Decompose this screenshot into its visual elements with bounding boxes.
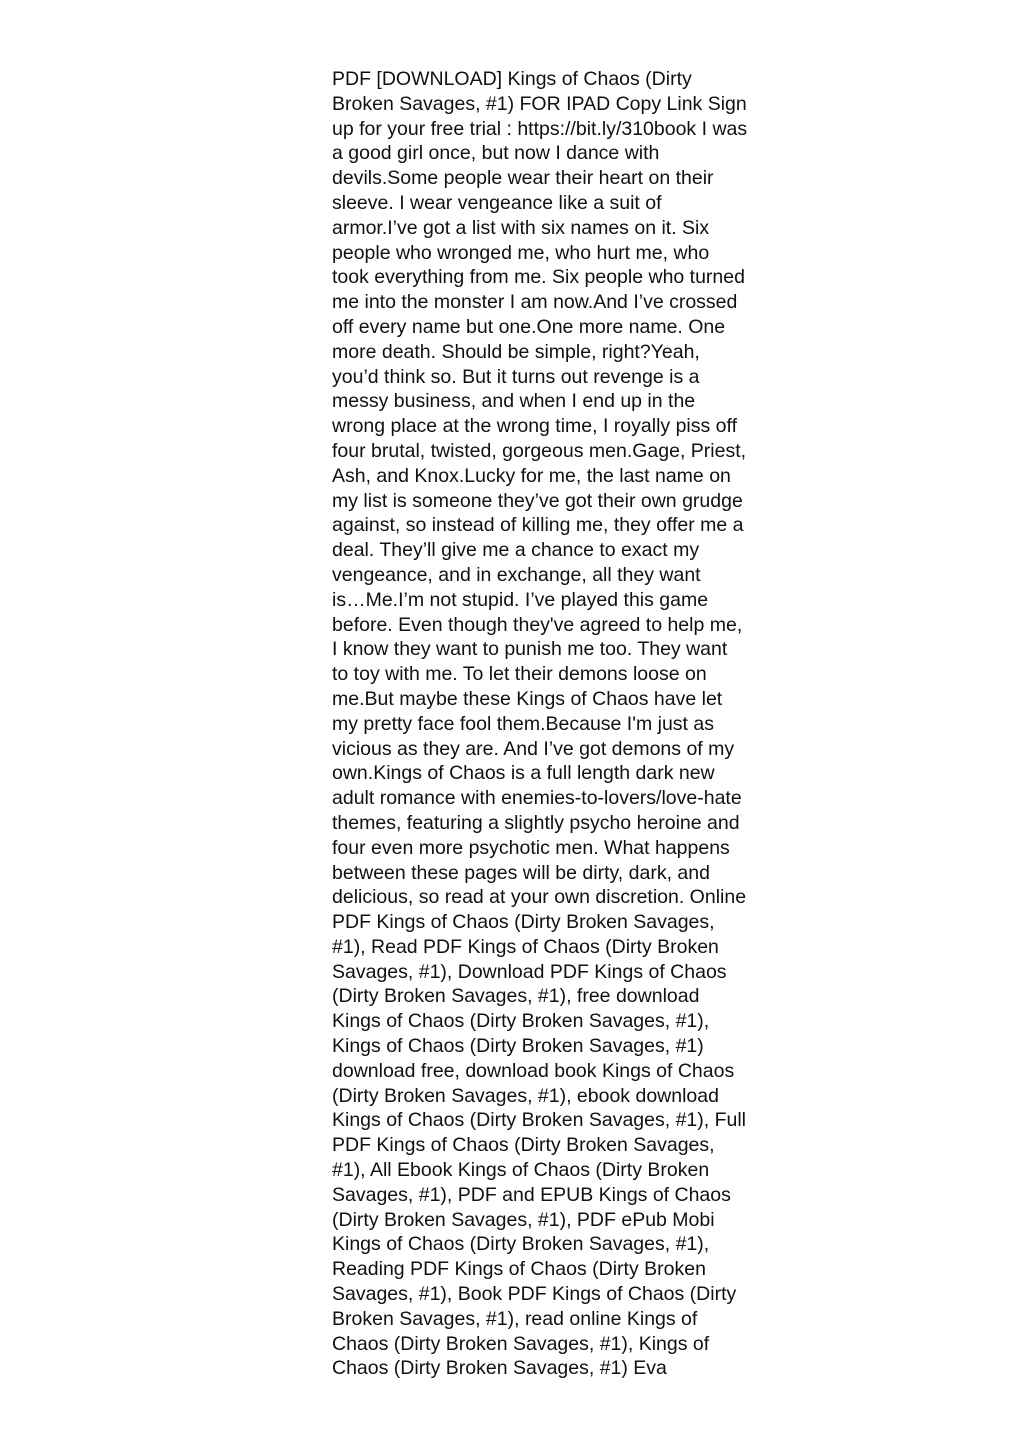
- document-text-line: Kings of Chaos (Dirty Broken Savages, #1),: [332, 1233, 710, 1256]
- document-text-line: took everything from me. Six people who turned: [332, 266, 745, 289]
- document-text-line: more death. Should be simple, right?Yeah,: [332, 340, 700, 363]
- document-text-line: PDF Kings of Chaos (Dirty Broken Savages,: [332, 911, 715, 934]
- document-text-line: people who wronged me, who hurt me, who: [332, 241, 710, 264]
- document-text-line: wrong place at the wrong time, I royally piss off: [332, 415, 737, 438]
- document-text-line: themes, featuring a slightly psycho heroine and: [332, 811, 740, 834]
- document-text-line: up for your free trial : https://bit.ly/310book I was: [332, 117, 748, 140]
- document-text-line: to toy with me. To let their demons loose on: [332, 663, 707, 686]
- document-text-line: Chaos (Dirty Broken Savages, #1) Eva: [332, 1357, 667, 1380]
- document-text-line: (Dirty Broken Savages, #1), PDF ePub Mobi: [332, 1208, 715, 1231]
- document-text-line: vicious as they are. And I’ve got demons of my: [332, 737, 735, 760]
- document-text-line: against, so instead of killing me, they offer me a: [332, 514, 744, 537]
- document-text-line: before. Even though they've agreed to help me,: [332, 613, 743, 636]
- document-text-line: is…Me.I’m not stupid. I’ve played this game: [332, 588, 709, 611]
- document-text-line: Broken Savages, #1), read online Kings of: [332, 1307, 698, 1330]
- document-text-line: a good girl once, but now I dance with: [332, 142, 660, 165]
- document-text-line: me.But maybe these Kings of Chaos have let: [332, 687, 723, 710]
- document-text-line: my list is someone they’ve got their own grudge: [332, 489, 743, 512]
- document-text-line: you’d think so. But it turns out revenge is a: [332, 365, 700, 388]
- document-text-line: Kings of Chaos (Dirty Broken Savages, #1),: [332, 1010, 710, 1033]
- document-text-line: Kings of Chaos (Dirty Broken Savages, #1): [332, 1035, 704, 1058]
- document-text-line: Broken Savages, #1) FOR IPAD Copy Link Sign: [332, 92, 747, 115]
- document-text-line: PDF Kings of Chaos (Dirty Broken Savages,: [332, 1134, 715, 1157]
- document-text-line: adult romance with enemies-to-lovers/love-hate: [332, 787, 742, 810]
- document-body-text: [332, 67, 778, 1381]
- document-text-line: Chaos (Dirty Broken Savages, #1), Kings of: [332, 1332, 710, 1355]
- document-text-line: Kings of Chaos (Dirty Broken Savages, #1), Full: [332, 1109, 747, 1132]
- document-text-line: deal. They’ll give me a chance to exact my: [332, 539, 700, 562]
- document-text-line: Savages, #1), PDF and EPUB Kings of Chaos: [332, 1183, 731, 1206]
- document-text-line: my pretty face fool them.Because I'm just as: [332, 712, 714, 735]
- document-text-line: Savages, #1), Book PDF Kings of Chaos (Dirty: [332, 1283, 737, 1306]
- document-text-line: (Dirty Broken Savages, #1), free download: [332, 985, 700, 1008]
- document-text-line: (Dirty Broken Savages, #1), ebook download: [332, 1084, 719, 1107]
- document-text-line: messy business, and when I end up in the: [332, 390, 696, 413]
- document-text-line: four even more psychotic men. What happens: [332, 836, 730, 859]
- document-text-line: PDF [DOWNLOAD] Kings of Chaos (Dirty: [332, 68, 692, 90]
- document-text-line: between these pages will be dirty, dark, and: [332, 861, 710, 884]
- document-text-line: armor.I’ve got a list with six names on it. Six: [332, 216, 710, 239]
- document-text-line: download free, download book Kings of Chaos: [332, 1059, 735, 1082]
- document-text-line: I know they want to punish me too. They want: [332, 638, 728, 661]
- document-text-line: #1), All Ebook Kings of Chaos (Dirty Broken: [332, 1159, 710, 1182]
- document-text-line: Ash, and Knox.Lucky for me, the last name on: [332, 464, 731, 487]
- document-text-line: off every name but one.One more name. One: [332, 315, 726, 338]
- document-text-line: delicious, so read at your own discretion. Online: [332, 886, 747, 909]
- document-text-line: vengeance, and in exchange, all they want: [332, 563, 701, 586]
- document-text-line: devils.Some people wear their heart on their: [332, 167, 714, 190]
- document-text-line: four brutal, twisted, gorgeous men.Gage, Priest,: [332, 439, 747, 462]
- document-text-line: #1), Read PDF Kings of Chaos (Dirty Broken: [332, 935, 719, 958]
- document-text-line: own.Kings of Chaos is a full length dark new: [332, 762, 715, 785]
- document-text-line: me into the monster I am now.And I’ve crossed: [332, 291, 738, 314]
- document-text-line: Reading PDF Kings of Chaos (Dirty Broken: [332, 1258, 706, 1281]
- document-text-line: sleeve. I wear vengeance like a suit of: [332, 191, 662, 214]
- document-text-line: Savages, #1), Download PDF Kings of Chaos: [332, 960, 727, 983]
